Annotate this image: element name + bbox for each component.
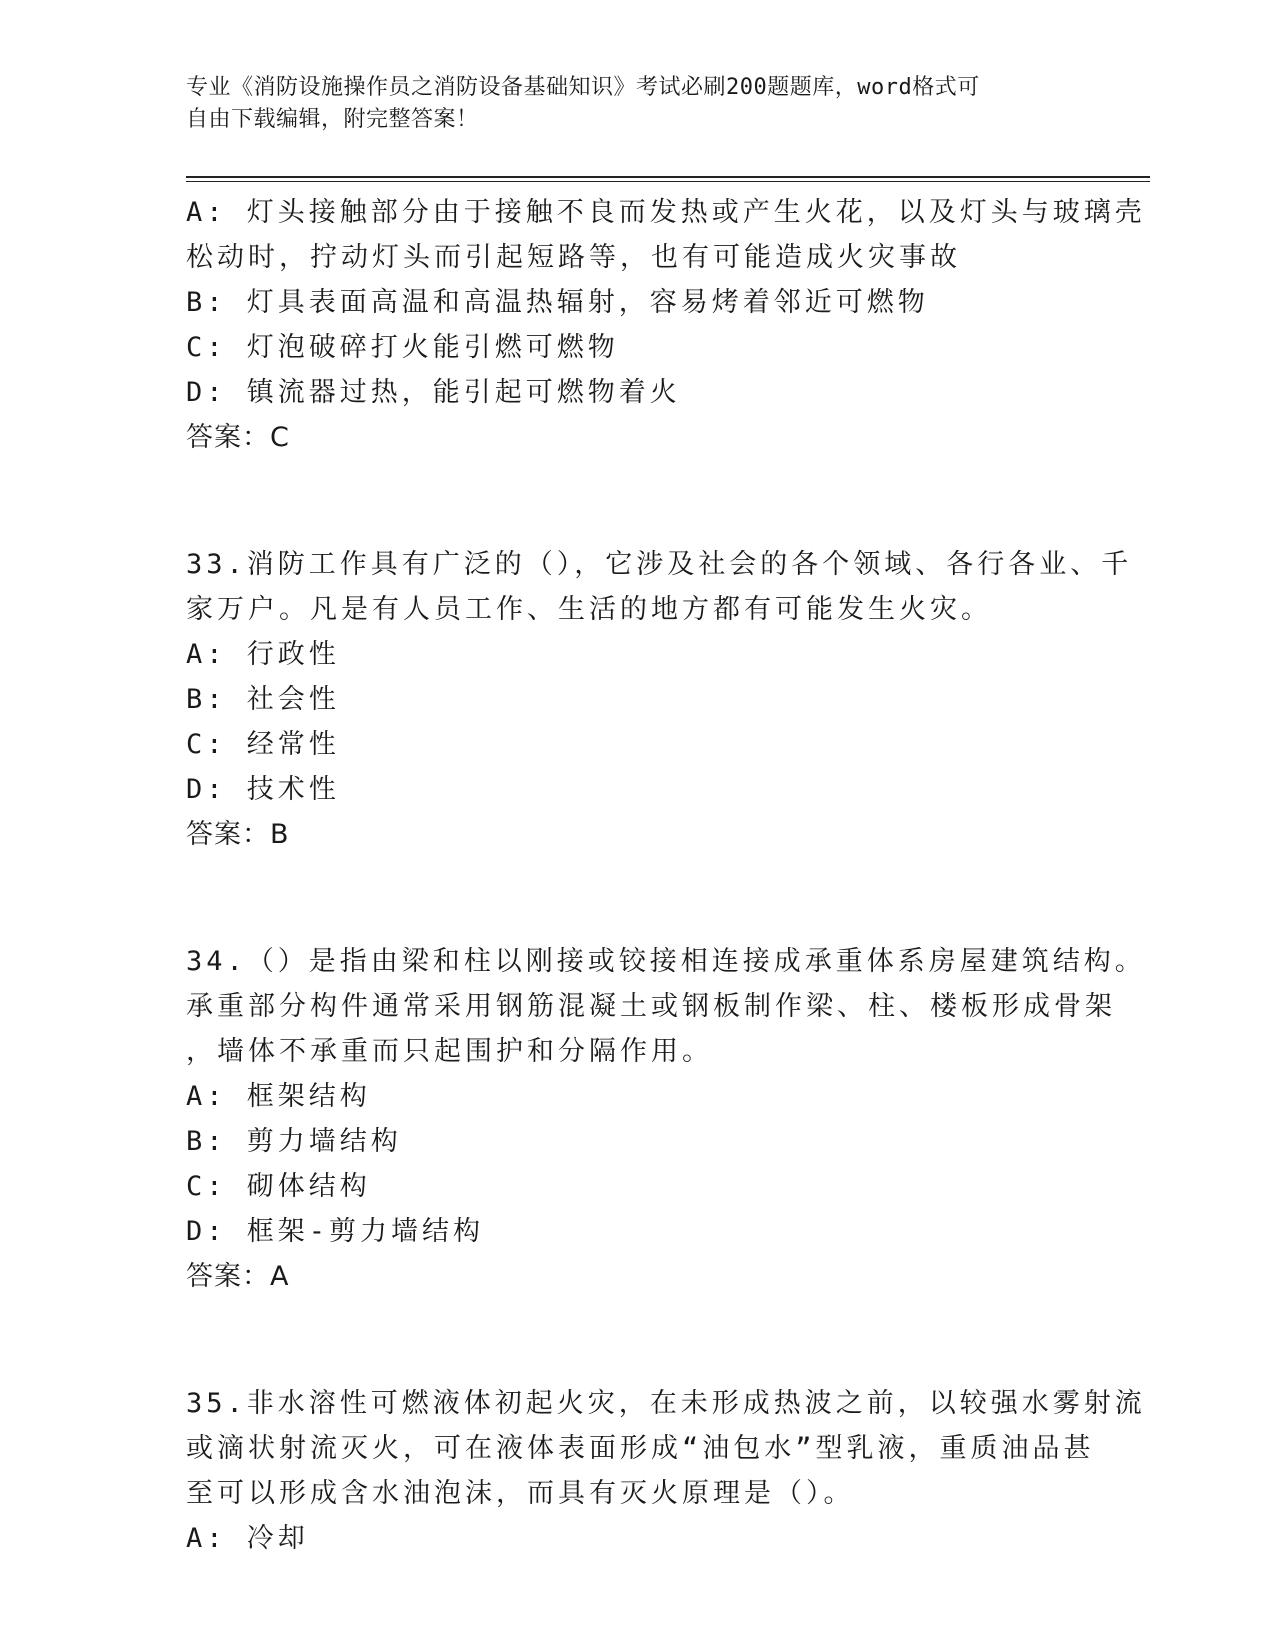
document-header [186, 72, 1066, 136]
question-32 [186, 190, 1146, 460]
header-rule-thick [186, 176, 1150, 178]
answer: 答案：B [186, 819, 290, 850]
option-a-line-1: A: 灯头接触部分由于接触不良而发热或产生火花，以及灯头与玻璃壳 [186, 197, 1146, 228]
spacer [186, 857, 1086, 939]
header-line-2: 自由下载编辑，附完整答案！ [186, 107, 479, 132]
question-33 [186, 542, 1133, 857]
question-stem-line-3: ，墙体不承重而只起围护和分隔作用。 [186, 1036, 713, 1067]
question-35 [186, 1381, 1146, 1561]
option-c: C: 砌体结构 [186, 1171, 371, 1202]
question-content [186, 190, 1146, 1561]
answer: 答案：A [186, 1261, 290, 1292]
question-34 [186, 939, 1146, 1299]
question-stem-line-1: 34.（）是指由梁和柱以刚接或铰接相连接成承重体系房屋建筑结构。 [186, 946, 1146, 977]
option-c: C: 灯泡破碎打火能引燃可燃物 [186, 332, 619, 363]
spacer [186, 460, 1086, 542]
spacer [186, 1299, 1086, 1381]
question-stem-line-1: 35.非水溶性可燃液体初起火灾，在未形成热波之前，以较强水雾射流 [186, 1388, 1146, 1419]
option-a: A: 冷却 [186, 1523, 309, 1554]
option-d: D: 框架-剪力墙结构 [186, 1216, 485, 1247]
question-stem-line-2: 承重部分构件通常采用钢筋混凝土或钢板制作梁、柱、楼板形成骨架 [186, 991, 1116, 1022]
answer: 答案：C [186, 422, 290, 453]
option-a: A: 框架结构 [186, 1081, 371, 1112]
option-a-line-2: 松动时，拧动灯头而引起短路等，也有可能造成火灾事故 [186, 242, 961, 273]
option-b: B: 灯具表面高温和高温热辐射，容易烤着邻近可燃物 [186, 287, 929, 318]
header-line-1: 专业《消防设施操作员之消防设备基础知识》考试必刷200题题库，word格式可 [186, 75, 980, 100]
question-stem-line-1: 33.消防工作具有广泛的（），它涉及社会的各个领域、各行各业、千 [186, 549, 1133, 580]
header-rule-thin [186, 181, 1150, 182]
option-d: D: 技术性 [186, 774, 340, 805]
option-c: C: 经常性 [186, 729, 340, 760]
question-stem-line-3: 至可以形成含水油泡沫，而具有灭火原理是（）。 [186, 1478, 855, 1509]
question-stem-line-2: 或滴状射流灭火，可在液体表面形成“油包水”型乳液，重质油品甚 [186, 1433, 1095, 1464]
option-b: B: 社会性 [186, 684, 340, 715]
option-d: D: 镇流器过热，能引起可燃物着火 [186, 377, 681, 408]
question-stem-line-2: 家万户。凡是有人员工作、生活的地方都有可能发生火灾。 [186, 594, 992, 625]
option-b: B: 剪力墙结构 [186, 1126, 402, 1157]
option-a: A: 行政性 [186, 639, 340, 670]
